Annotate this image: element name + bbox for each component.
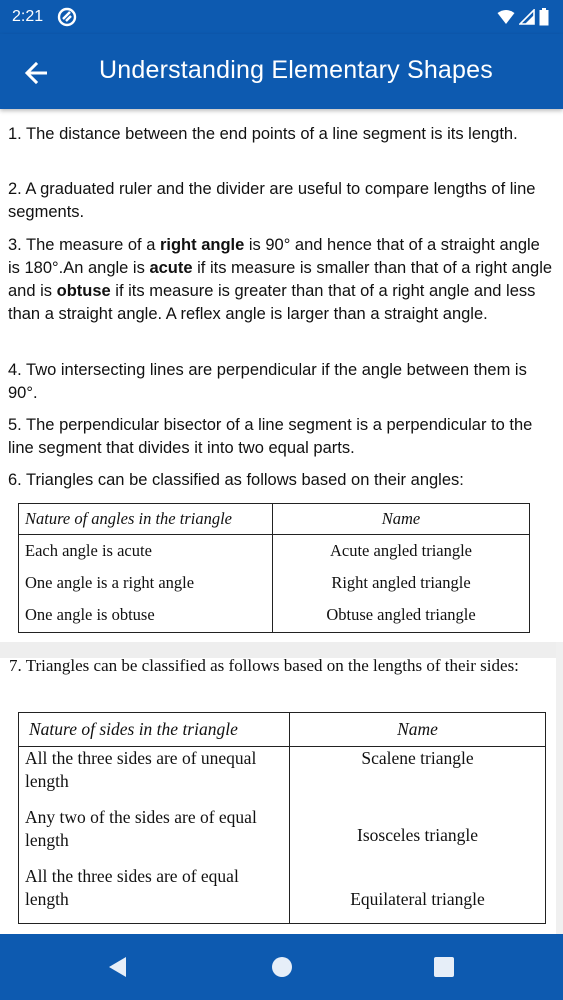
- table-row: [19, 865, 546, 924]
- navigation-bar: [0, 934, 563, 1000]
- angles-header-nature: Nature of angles in the triangle: [19, 504, 273, 535]
- nav-home-icon[interactable]: [269, 954, 295, 980]
- point-3-part-e: if its measure is greater than that of a right angle and less than a straight angle. A reflex angle is larger than a straight angle.: [8, 282, 536, 323]
- status-bar: [0, 0, 563, 34]
- wifi-icon: [497, 9, 515, 25]
- point-2: 2. A graduated ruler and the divider are useful to compare lengths of line segments.: [8, 180, 536, 221]
- sides-table-grid: [18, 712, 546, 924]
- sides-row-1-name: Scalene triangle: [290, 747, 546, 806]
- sides-row-3-nature: All the three sides are of equal length: [19, 865, 290, 924]
- point-3-part-d: if its measure is smaller than that of a right angle and is: [8, 259, 553, 300]
- angles-row-2-nature: One angle is a right angle: [19, 567, 273, 599]
- page-title: Understanding Elementary Shapes: [99, 56, 493, 84]
- sides-header-name: Name: [290, 713, 546, 747]
- point-4: 4. Two intersecting lines are perpendicular if the angle between them is 90°.: [8, 361, 527, 402]
- battery-icon: [539, 8, 549, 26]
- table-row: [19, 747, 546, 806]
- app-notification-icon: [57, 7, 77, 27]
- angles-row-1-name: Acute angled triangle: [273, 535, 530, 567]
- sides-table: [18, 712, 546, 924]
- status-icons: [497, 8, 549, 26]
- point-5: 5. The perpendicular bisector of a line segment is a perpendicular to the line segment that divides it into two equal parts.: [8, 416, 533, 457]
- angles-header-name: Name: [273, 504, 530, 535]
- sides-table-header: [19, 713, 546, 747]
- image-edge: [556, 642, 563, 934]
- angles-table-grid: [18, 503, 530, 633]
- table-row: [19, 599, 530, 633]
- status-time: 2:21: [12, 8, 44, 25]
- term-right-angle: right angle: [159, 236, 245, 254]
- sides-row-1-nature: All the three sides are of unequal length: [19, 747, 290, 806]
- angles-table: [18, 503, 530, 633]
- point-6: 6. Triangles can be classified as follows based on their angles:: [8, 471, 464, 489]
- sides-header-nature: Nature of sides in the triangle: [19, 713, 290, 747]
- point-1: 1. The distance between the end points of a line segment is its length.: [8, 125, 518, 143]
- point-3-part-c: is 90° and hence that of a straight angle is 180°.An angle is: [8, 236, 540, 277]
- arrow-left-icon[interactable]: [20, 56, 54, 90]
- point-3: [8, 234, 556, 326]
- content-area[interactable]: [0, 109, 563, 934]
- signal-icon: [519, 9, 535, 25]
- sides-row-2-name: Isosceles triangle: [290, 806, 546, 865]
- angles-row-3-nature: One angle is obtuse: [19, 599, 273, 633]
- point-7: 7. Triangles can be classified as follows based on the lengths of their sides:: [9, 656, 519, 675]
- app-bar: [0, 34, 563, 109]
- sides-row-3-name: Equilateral triangle: [290, 865, 546, 924]
- sides-row-2-nature: Any two of the sides are of equal length: [19, 806, 290, 865]
- point-3-part-a: 3. The measure of a: [8, 236, 160, 254]
- nav-recents-icon[interactable]: [431, 954, 457, 980]
- angles-table-header: [19, 504, 530, 535]
- table-row: [19, 567, 530, 599]
- angles-row-1-nature: Each angle is acute: [19, 535, 273, 567]
- term-obtuse: obtuse: [56, 282, 111, 300]
- term-acute: acute: [149, 259, 193, 277]
- angles-row-3-name: Obtuse angled triangle: [273, 599, 530, 633]
- angles-row-2-name: Right angled triangle: [273, 567, 530, 599]
- table-row: [19, 535, 530, 567]
- nav-back-icon[interactable]: [104, 954, 130, 980]
- table-row: [19, 806, 546, 865]
